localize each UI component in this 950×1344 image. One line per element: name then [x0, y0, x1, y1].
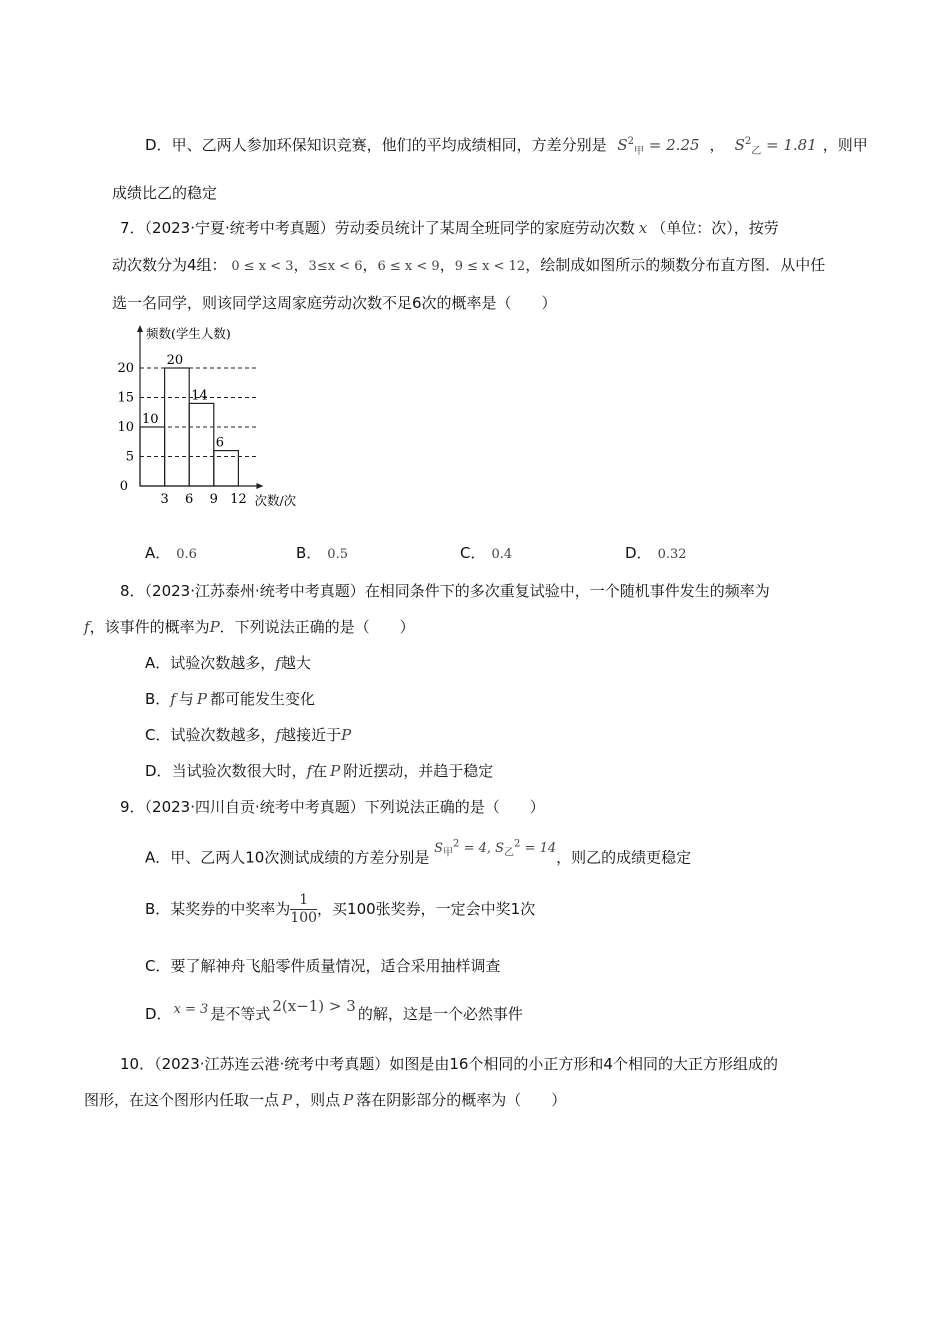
- q7-number: 7．: [120, 219, 145, 237]
- q7-option-a: A． 0.6: [145, 544, 197, 562]
- y-tick-10: 10: [117, 420, 134, 435]
- x-tick-6: 6: [185, 492, 194, 507]
- q10-stem-line2: 图形，在这个图形内任取一点 P ，则点 P 落在阴影部分的概率为（ ）: [84, 1091, 567, 1109]
- q8-stem-line2: f，该事件的概率为P．下列说法正确的是（ ）: [84, 618, 415, 636]
- y-tick-0: 0: [119, 479, 128, 494]
- q7-option-b: B． 0.5: [296, 544, 348, 562]
- q7-stem-line3: 选一名同学，则该同学这周家庭劳动次数不足6次的概率是（ ）: [112, 294, 557, 312]
- y-axis-label: 频数(学生人数): [146, 326, 231, 341]
- bar-value-label-1: 10: [142, 412, 159, 427]
- q8-option-a: A．试验次数越多，f越大: [145, 654, 311, 672]
- q7-stem-line1: 7．（2023·宁夏·统考中考真题）劳动委员统计了某周全班同学的家庭劳动次数 x （单位：次），按劳: [120, 219, 779, 237]
- frequency-histogram: [110, 322, 320, 512]
- q9-source: （2023·四川自贡·统考中考真题）: [144, 798, 365, 816]
- histogram-bar-4: [214, 451, 239, 486]
- bar-value-label-3: 14: [191, 388, 208, 404]
- fraction-1-100: $\frac{1}{100}$: [290, 892, 318, 926]
- q9-stem: 9．（2023·四川自贡·统考中考真题）下列说法正确的是（ ）: [120, 798, 545, 816]
- q7-option-d: D． 0.32: [625, 544, 687, 562]
- q6-option-d-text: 甲、乙两人参加环保知识竞赛，他们的平均成绩相同，方差分别是: [171, 136, 607, 154]
- bar-value-label-4: 6: [215, 435, 225, 451]
- x-tick-9: 9: [209, 492, 218, 507]
- q8-option-b: B．f 与 P 都可能发生变化: [145, 690, 315, 708]
- q10-stem-line1: 10．（2023·江苏连云港·统考中考真题）如图是由16个相同的小正方形和4个相同的大正方形组成的: [120, 1055, 778, 1073]
- q6-option-d-continuation: 成绩比乙的稳定: [112, 184, 218, 202]
- q9-option-d: D． x = 3 是不等式 2(x−1) > 3 的解，这是一个必然事件: [145, 997, 523, 1023]
- x-tick-12: 12: [230, 492, 247, 507]
- variance-jia: $S^2_甲 = 2.25$: [617, 136, 700, 157]
- q7-source: （2023·宁夏·统考中考真题）: [144, 219, 335, 237]
- x-tick-3: 3: [160, 492, 169, 507]
- q9-variance-formula: $S_甲^2 = 4$, $S_乙^2 = 14$: [434, 839, 557, 859]
- y-axis-arrow: [137, 325, 143, 332]
- x-axis-arrow: [256, 483, 263, 489]
- q8-option-c: C．试验次数越多，f越接近于P: [145, 726, 352, 744]
- q9-option-b: B．某奖券的中奖率为 $\frac{1}{100}$ ，买100张奖券，一定会中奖1次: [145, 892, 536, 926]
- q7-option-c: C． 0.4: [460, 544, 513, 562]
- x-axis-label: 次数/次: [254, 493, 297, 508]
- y-tick-20: 20: [117, 361, 134, 376]
- y-tick-15: 15: [117, 390, 134, 406]
- variance-yi: $S^2_乙 = 1.81$: [734, 136, 817, 157]
- q8-stem-line1: 8．（2023·江苏泰州·统考中考真题）在相同条件下的多次重复试验中，一个随机事件发生的频率为: [120, 582, 770, 600]
- q6-option-d-label: D．: [145, 136, 172, 154]
- q8-source: （2023·江苏泰州·统考中考真题）: [144, 582, 365, 600]
- q9-option-a: A．甲、乙两人10次测试成绩的方差分别是 $S_甲^2 = 4$, $S_乙^2 = 14$，则乙的成绩更稳定: [145, 839, 692, 867]
- q8-option-d: D．当试验次数很大时，f在 P 附近摆动，并趋于稳定: [145, 762, 494, 780]
- q10-source: （2023·江苏连云港·统考中考真题）: [154, 1055, 390, 1073]
- q9-option-c: C．要了解神舟飞船零件质量情况，适合采用抽样调查: [145, 957, 501, 975]
- q6-option-d: D．甲、乙两人参加环保知识竞赛，他们的平均成绩相同，方差分别是 $S^2_甲 = 2.25$ ， $S^2_乙 = 1.81$ ，则甲: [145, 136, 868, 157]
- histogram-bar-3: [189, 403, 214, 486]
- bar-value-label-2: 20: [166, 353, 184, 368]
- q7-stem-line2: 动次数分为4组： 0 ≤ x < 3，3≤x < 6，6 ≤ x < 9，9 ≤ x < 12，绘制成如图所示的频数分布直方图．从中任: [112, 256, 826, 274]
- y-tick-5: 5: [125, 449, 134, 465]
